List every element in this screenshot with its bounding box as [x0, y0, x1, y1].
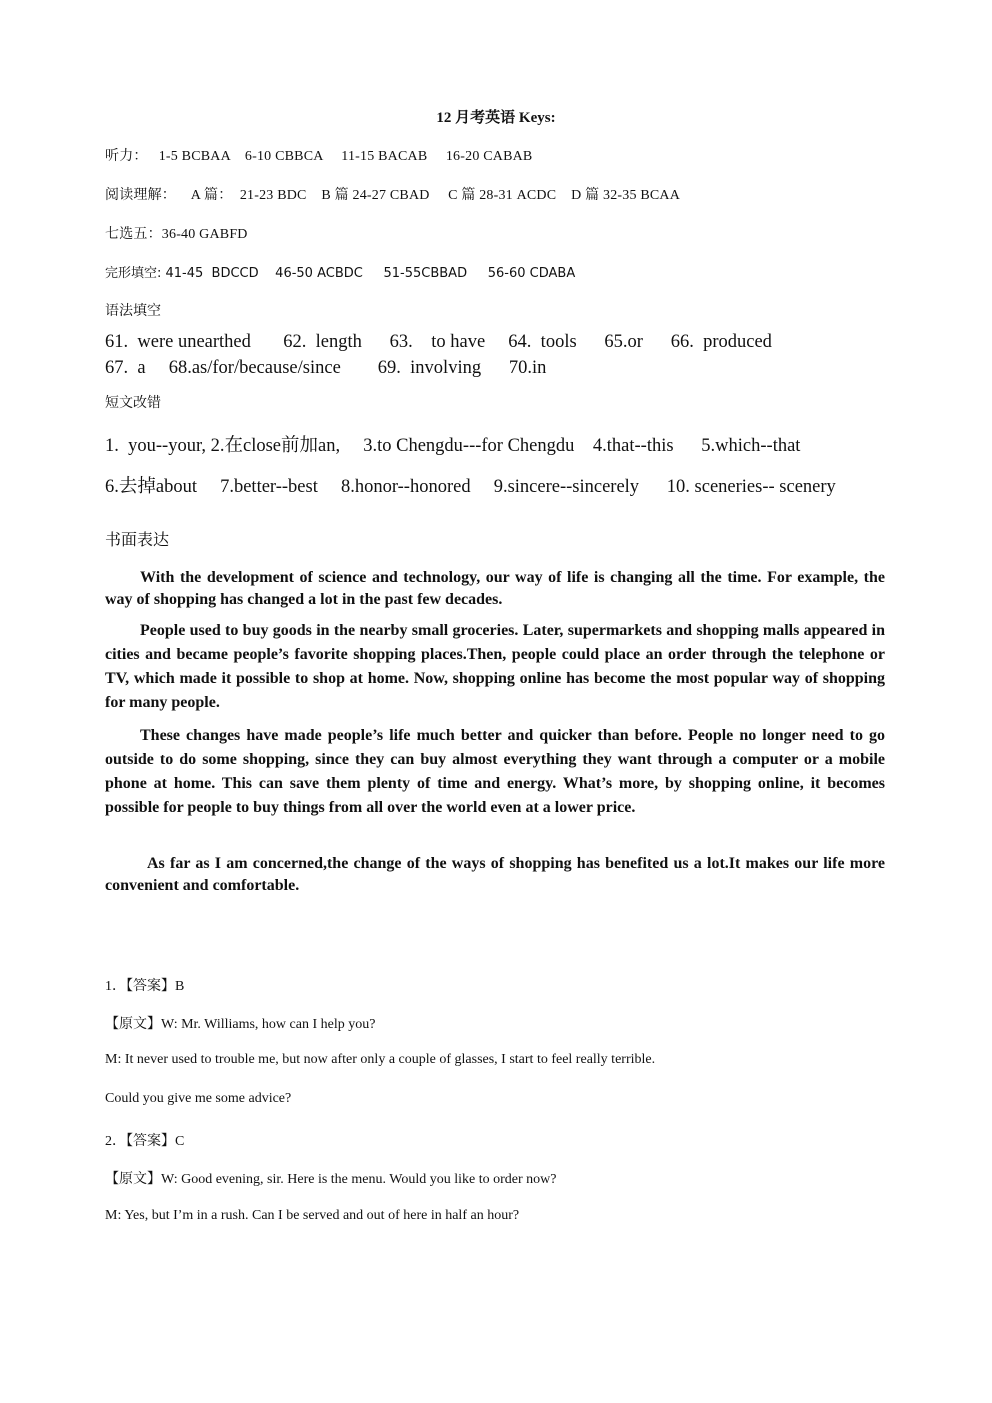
answer-1: 1．【答案】B [105, 979, 185, 994]
reading-answers: 阅读理解： A 篇： 21-23 BDC B 篇 24-27 CBAD C 篇 28-31 ACDC D 篇 32-35 BCAA [105, 188, 681, 203]
page-title: 12 月考英语 Keys: [436, 110, 556, 126]
correction-heading: 短文改错 [105, 396, 161, 411]
correction-answers-line-1: 1. you--your, 2.在close前加an, 3.to Chengdu---for Chengdu 4.that--this 5.which--that [105, 436, 801, 456]
grammar-answers-line-1: 61. were unearthed 62. length 63. to have 64. tools 65.or 66. produced [105, 332, 772, 352]
transcript-line: 【原文】W: Mr. Williams, how can I help you? [105, 1017, 376, 1032]
transcript-line: M: Yes, but I’m in a rush. Can I be served and out of here in half an hour? [105, 1208, 520, 1223]
essay-paragraph-2: People used to buy goods in the nearby small groceries. Later, supermarkets and shopping malls appeared in cities and became people’s favorite shopping places.Then, people could place an order through the telephone or TV, which made it possible to shop at home. Now, shopping online has become the most popular way of shopping for many people. [105, 622, 885, 711]
listening-answers: 听力： 1-5 BCBAA 6-10 CBBCA 11-15 BACAB 16-20 CABAB [105, 149, 533, 164]
transcript-line: Could you give me some advice? [105, 1091, 292, 1106]
transcript-line: 【原文】W: Good evening, sir. Here is the menu. Would you like to order now? [105, 1172, 557, 1187]
transcript-line: M: It never used to trouble me, but now after only a couple of glasses, I start to feel really terrible. [105, 1052, 656, 1067]
correction-answers-line-2: 6.去掉about 7.better--best 8.honor--honored 9.sincere--sincerely 10. sceneries-- scenery [105, 477, 836, 497]
essay-paragraph-1: With the development of science and technology, our way of life is changing all the time. For example, the way of shopping has changed a lot in the past few decades. [105, 569, 885, 608]
essay-paragraph-4: As far as I am concerned,the change of the ways of shopping has benefited us a lot.It makes our life more convenient and comfortable. [105, 855, 885, 894]
writing-heading: 书面表达 [105, 532, 170, 549]
grammar-answers-line-2: 67. a 68.as/for/because/since 69. involving 70.in [105, 358, 547, 378]
essay-paragraph-3: These changes have made people’s life much better and quicker than before. People no longer need to go outside to do some shopping, since they can buy almost everything they want through a computer or a mobile phone at home. This can save them plenty of time and energy. What’s more, by shopping online, it becomes possible for people to buy things from all over the world even at a lower price. [105, 727, 885, 816]
grammar-heading: 语法填空 [105, 304, 161, 319]
seven-choose-five-answers: 七选五：36-40 GABFD [105, 227, 248, 242]
cloze-answers: 完形填空: 41-45 BDCCD 46-50 ACBDC 51-55CBBAD 56-60 CDABA [105, 266, 576, 281]
answer-2: 2．【答案】C [105, 1134, 185, 1149]
